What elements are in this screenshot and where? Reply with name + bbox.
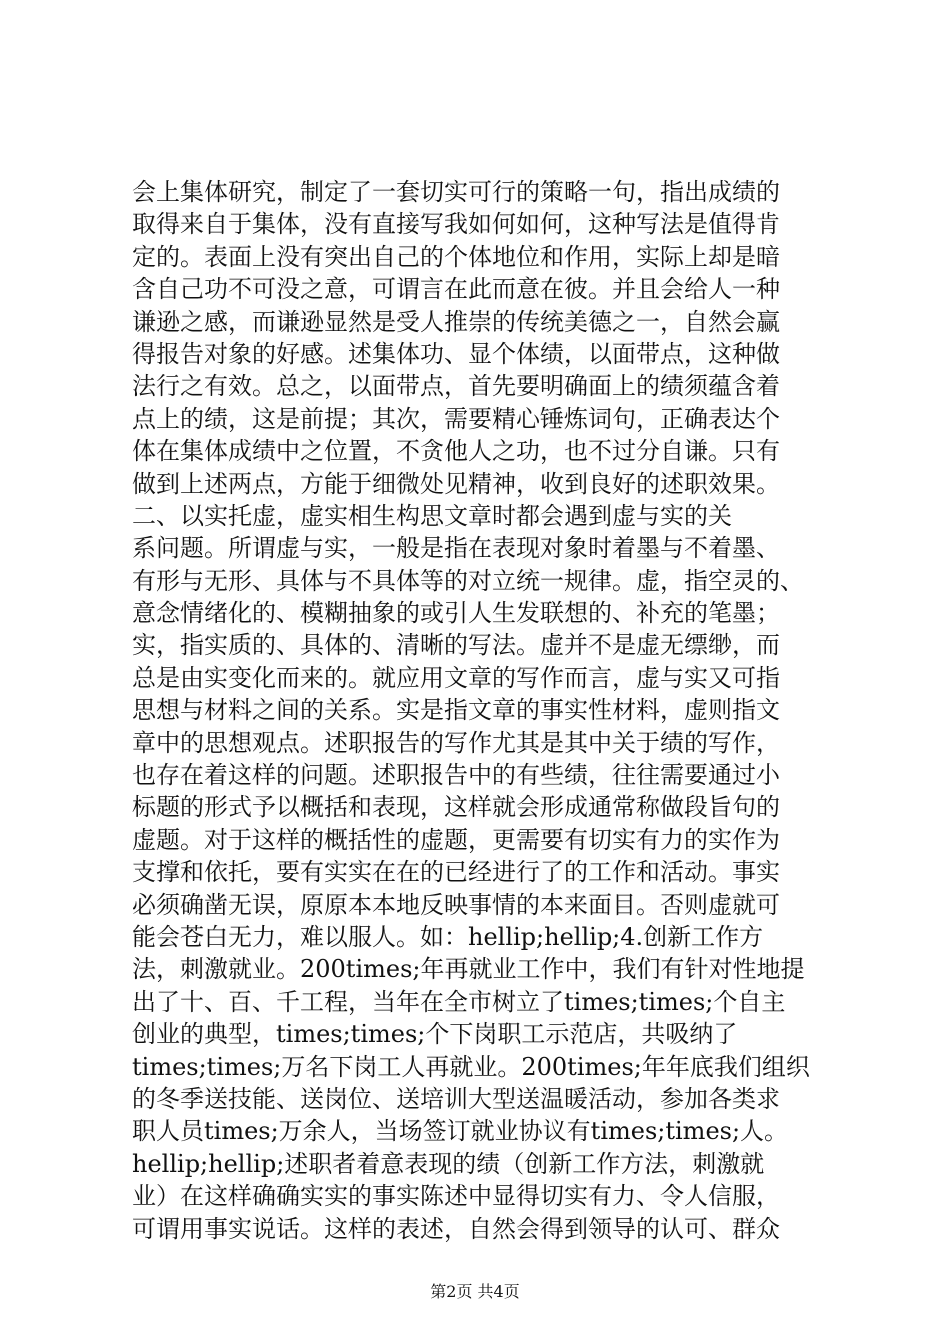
text-line: times;times;万名下岗工人再就业。200times;年年底我们组织 [132,1052,810,1081]
text-line: 法，刺激就业。200times;年再就业工作中，我们有针对性地提 [132,955,805,984]
text-line: 谦逊之感，而谦逊显然是受人推崇的传统美德之一，自然会赢 [132,307,780,336]
text-line: 业）在这样确确实实的事实陈述中显得切实有力、令人信服， [132,1182,780,1211]
text-line: 虚题。对于这样的概括性的虚题，更需要有切实有力的实作为 [132,825,780,854]
text-line: 出了十、百、千工程，当年在全市树立了times;times;个自主 [132,987,786,1016]
text-line: 意念情绪化的、模糊抽象的或引人生发联想的、补充的笔墨； [132,599,780,628]
text-line: 也存在着这样的问题。述职报告中的有些绩，往往需要通过小 [132,761,780,790]
text-line: 做到上述两点，方能于细微处见精神，收到良好的述职效果。 [132,469,780,498]
text-line: 思想与材料之间的关系。实是指文章的事实性材料，虚则指文 [132,696,780,725]
text-line: 会上集体研究，制定了一套切实可行的策略一句，指出成绩的 [132,178,780,206]
page-number-footer: 第2页 共4页 [430,1282,520,1301]
text-line: 总是由实变化而来的。就应用文章的写作而言，虚与实又可指 [132,663,780,692]
text-line: 标题的形式予以概括和表现，这样就会形成通常称做段旨句的 [132,793,780,822]
text-line: 法行之有效。总之，以面带点，首先要明确面上的绩须蕴含着 [132,372,780,401]
text-line: 体在集体成绩中之位置，不贪他人之功，也不过分自谦。只有 [132,437,780,466]
text-line: 职人员times;万余人，当场签订就业协议有times;times;人。 [132,1117,789,1146]
text-line: 创业的典型，times;times;个下岗职工示范店，共吸纳了 [132,1020,738,1049]
text-line: 可谓用事实说话。这样的表述，自然会得到领导的认可、群众 [132,1214,780,1243]
text-line: 有形与无形、具体与不具体等的对立统一规律。虚，指空灵的、 [132,566,804,595]
text-line: 定的。表面上没有突出自己的个体地位和作用，实际上却是暗 [132,242,780,271]
text-line: hellip;hellip;述职者着意表现的绩（创新工作方法，刺激就 [132,1149,765,1178]
text-line: 实，指实质的、具体的、清晰的写法。虚并不是虚无缥缈，而 [132,631,780,660]
text-line: 得报告对象的好感。述集体功、显个体绩，以面带点，这种做 [132,339,780,368]
text-line: 取得来自于集体，没有直接写我如何如何，这种写法是值得肯 [132,210,780,239]
text-line: 二、以实托虚，虚实相生构思文章时都会遇到虚与实的关 [132,501,732,530]
text-line: 必须确凿无误，原原本本地反映事情的本来面目。否则虚就可 [132,890,780,919]
text-line: 含自己功不可没之意，可谓言在此而意在彼。并且会给人一种 [132,275,780,304]
text-line: 支撑和依托，要有实实在在的已经进行了的工作和活动。事实 [132,858,780,887]
text-line: 系问题。所谓虚与实，一般是指在表现对象时着墨与不着墨、 [132,534,780,563]
document-body [132,176,828,1245]
text-line: 点上的绩，这是前提；其次，需要精心锤炼词句，正确表达个 [132,404,780,433]
text-line: 的冬季送技能、送岗位、送培训大型送温暖活动，参加各类求 [132,1084,780,1113]
text-line: 能会苍白无力，难以服人。如：hellip;hellip;4.创新工作方 [132,922,764,951]
text-line: 章中的思想观点。述职报告的写作尤其是其中关于绩的写作， [132,728,780,757]
